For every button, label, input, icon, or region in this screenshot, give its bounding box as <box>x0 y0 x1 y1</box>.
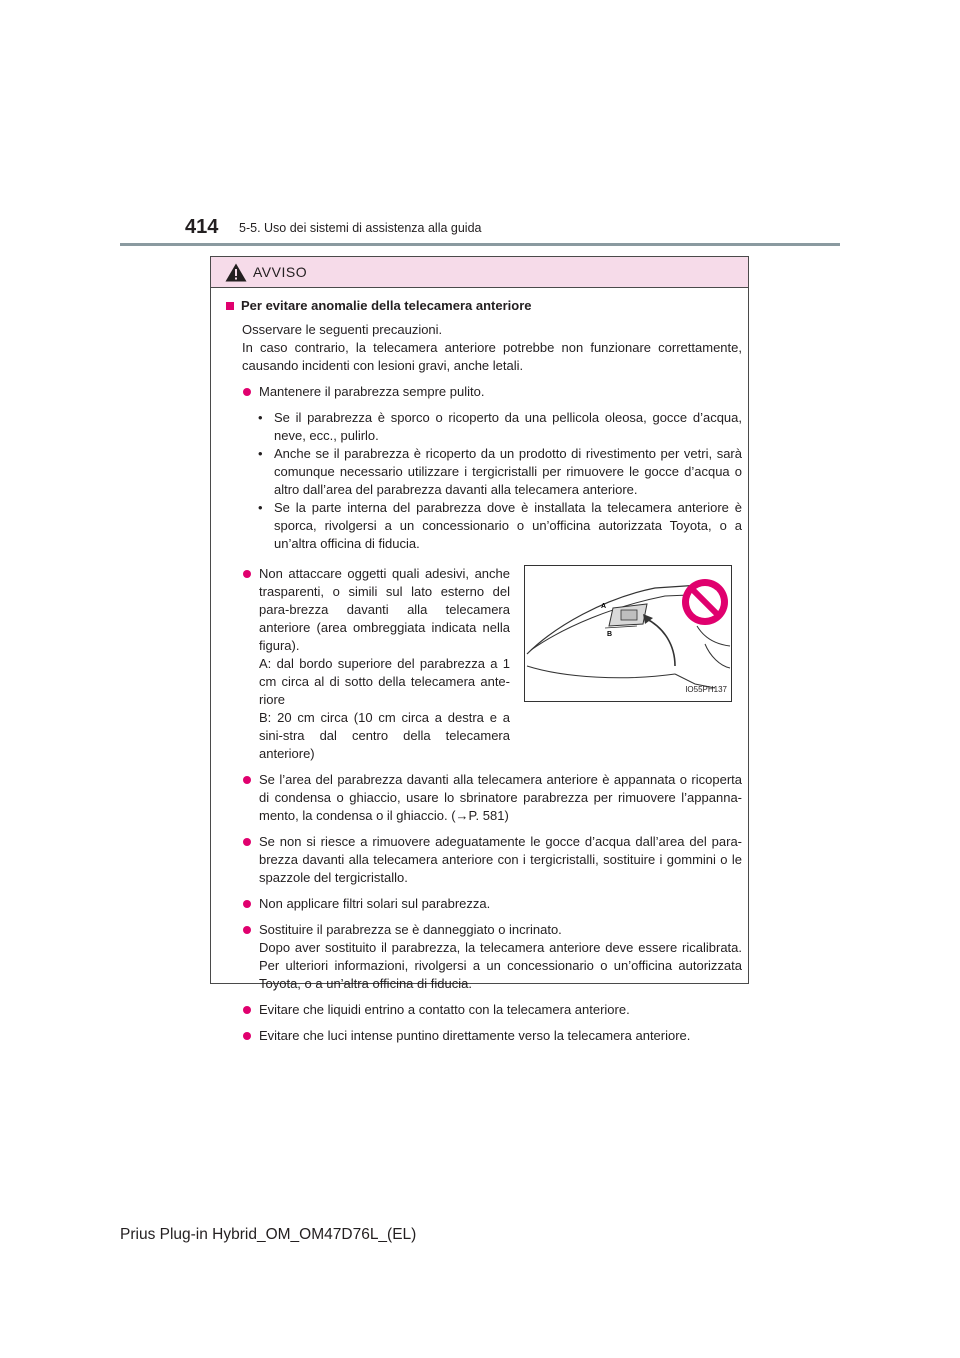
round-bullet-icon <box>243 570 251 578</box>
warning-content <box>226 297 742 1045</box>
list-item: Mantenere il parabrezza sempre pulito. <box>242 383 742 401</box>
round-bullet-icon <box>243 776 251 784</box>
footer-text: Prius Plug-in Hybrid_OM_OM47D76L_(EL) <box>120 1226 417 1243</box>
figure-code: IO55PH137 <box>685 685 727 694</box>
round-bullet-icon <box>243 1032 251 1040</box>
warning-label: AVVISO <box>253 264 308 280</box>
header-rule <box>120 243 840 246</box>
sub-list-item: • Se la parte interna del parabrezza dove è installata la telecamera anteriore è sporca, rivolgersi a un concessionario o un’officina autorizzata Toyota, o a un’altra officina di fiducia. <box>258 500 742 551</box>
round-bullet-icon <box>243 926 251 934</box>
warning-box <box>210 256 749 1043</box>
list-item: Sostituire il parabrezza se è danneggiato o incrinato. Dopo aver sostituito il parabrezza, la telecamera anteriore deve essere ricalibrata. Per ulteriori informazioni, rivolgersi a un concessionario o un’officina autorizzata Toyota, o a un’altra officina di fiducia. <box>242 921 742 993</box>
warning-header <box>211 257 748 288</box>
warning-triangle-icon <box>225 263 247 282</box>
list-item: Non applicare filtri solari sul parabrezza. <box>242 895 742 913</box>
list-item: Evitare che luci intense puntino direttamente verso la telecamera anteriore. <box>242 1027 742 1045</box>
round-bullet-icon <box>243 838 251 846</box>
round-bullet-icon <box>243 1006 251 1014</box>
list-item: Se non si riesce a rimuovere adeguatamente le gocce d’acqua dall’area del para-brezza davanti alla telecamera anteriore con i tergicristalli, sostituire i gommini o le spazzole del tergicristallo. <box>242 833 742 887</box>
square-bullet-icon <box>226 302 234 310</box>
section-title: 5-5. Uso dei sistemi di assistenza alla guida <box>239 221 482 235</box>
figure-label-a: A <box>601 603 607 610</box>
prohibited-icon <box>682 579 728 625</box>
warning-intro: Osservare le seguenti precauzioni. In caso contrario, la telecamera anteriore potrebbe non funzionare correttamente, causando incidenti con lesioni gravi, anche letali. <box>242 322 742 373</box>
list-item: Se l’area del parabrezza davanti alla telecamera anteriore è appannata o ricoperta di condensa o ghiaccio, usare lo sbrinatore parabrezza per rimuovere l’appanna-mento, la condensa o il ghiaccio. (→P. 581) <box>242 771 742 825</box>
list-item: Evitare che liquidi entrino a contatto con la telecamera anteriore. <box>242 1001 742 1019</box>
warning-heading-text: Per evitare anomalie della telecamera anteriore <box>241 298 532 313</box>
windshield-camera-figure <box>524 565 732 702</box>
list-item-with-figure: Non attaccare oggetti quali adesivi, anche trasparenti, o simili sul lato esterno del para-brezza davanti alla telecamera anteriore (area ombreggiata indicata nella figura). A: dal bordo superiore del parabrezza a 1 cm circa al di sotto della telecamera ante-riore B: 20 cm circa (10 cm circa a destra e a sini-stra dal centro della telecamera anteriore) A B IO55PH137 <box>242 565 742 763</box>
sub-list-item: • Se il parabrezza è sporco o ricoperto da una pellicola oleosa, gocce d’acqua, neve, ecc., pulirlo. <box>258 410 742 443</box>
warning-heading <box>226 297 742 315</box>
sub-list-item: • Anche se il parabrezza è ricoperto da un prodotto di rivestimento per vetri, sarà comunque necessario utilizzare i tergicristalli per rimuovere le gocce d’acqua o altro dall’area del parabrezza davanti alla telecamera anteriore. <box>258 446 742 497</box>
sub-bullet-list <box>258 409 742 553</box>
round-bullet-icon <box>243 388 251 396</box>
page-number: 414 <box>185 216 219 238</box>
figure-label-b: B <box>607 631 613 638</box>
round-bullet-icon <box>243 900 251 908</box>
